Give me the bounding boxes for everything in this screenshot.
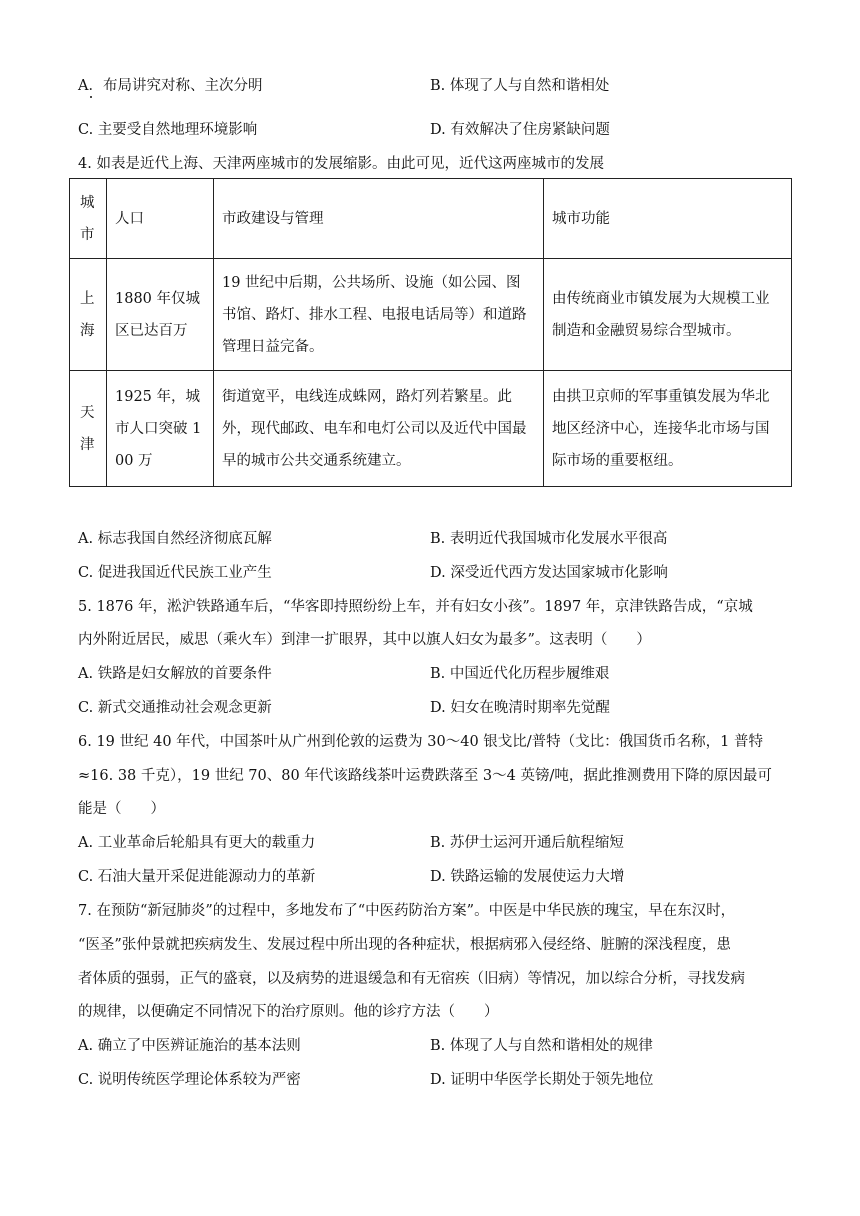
cell-function: 由传统商业市镇发展为大规模工业制造和金融贸易综合型城市。 (544, 259, 792, 371)
q7-option-c[interactable]: C. 说明传统医学理论体系较为严密 (78, 1072, 301, 1088)
q7-option-a[interactable]: A. 确立了中医辨证施治的基本法则 (78, 1038, 301, 1054)
cell-population: 1880 年仅城区已达百万 (107, 259, 214, 371)
q6-option-a[interactable]: A. 工业革命后轮船具有更大的载重力 (78, 835, 316, 851)
q7-stem-line-2: “医圣”张仲景就把疾病发生、发展过程中所出现的各种症状，根据病邪入侵经络、脏腑的深浅程度，患 (78, 937, 731, 953)
q6-options-row-2 (78, 865, 778, 887)
q3-options-row-1 (78, 74, 778, 96)
q5-option-a[interactable]: A. 铁路是妇女解放的首要条件 (78, 666, 272, 682)
q5-option-d[interactable]: D. 妇女在晚清时期率先觉醒 (430, 700, 610, 716)
header-city: 城市 (70, 179, 107, 259)
q7-stem-line-1: 7. 在预防“新冠肺炎”的过程中，多地发布了“中医药防治方案”。中医是中华民族的瑰宝，早在东汉时， (78, 903, 736, 919)
table-row (70, 371, 792, 487)
q5-stem-line-1: 5. 1876 年，淞沪铁路通车后，“华客即持照纷纷上车，并有妇女小孩”。1897 年，京津铁路告成，“京城 (78, 599, 753, 615)
cell-municipal: 19 世纪中后期，公共场所、设施（如公园、图书馆、路灯、排水工程、电报电话局等）和道路管理日益完备。 (214, 259, 544, 371)
q4-option-a[interactable]: A. 标志我国自然经济彻底瓦解 (78, 531, 272, 547)
header-population: 人口 (107, 179, 214, 259)
q6-stem-line-2: ≈16. 38 千克），19 世纪 70、80 年代该路线茶叶运费跌落至 3～4 英镑/吨，据此推测费用下降的原因最可 (78, 768, 772, 784)
cell-city: 天津 (70, 371, 107, 487)
q6-option-b[interactable]: B. 苏伊士运河开通后航程缩短 (430, 835, 624, 851)
q7-option-d[interactable]: D. 证明中华医学长期处于领先地位 (430, 1072, 654, 1088)
q5-options-row-1 (78, 662, 778, 684)
cell-population: 1925 年，城市人口突破 100 万 (107, 371, 214, 487)
q7-options-row-1 (78, 1034, 778, 1056)
header-function: 城市功能 (544, 179, 792, 259)
q5-options-row-2 (78, 696, 778, 718)
q5-stem-line-2: 内外附近居民，威思（乘火车）到津一扩眼界，其中以旗人妇女为最多”。这表明（ ） (78, 632, 651, 648)
q4-stem: 4. 如表是近代上海、天津两座城市的发展缩影。由此可见，近代这两座城市的发展 (78, 156, 604, 172)
q6-stem-line-3: 能是（ ） (78, 801, 165, 817)
q7-options-row-2 (78, 1068, 778, 1090)
q6-options-row-1 (78, 831, 778, 853)
q6-option-c[interactable]: C. 石油大量开采促进能源动力的革新 (78, 869, 316, 885)
table-header-row (70, 179, 792, 259)
q4-options-row-1 (78, 527, 778, 549)
q3-option-c[interactable]: C. 主要受自然地理环境影响 (78, 122, 258, 138)
q4-options-row-2 (78, 561, 778, 583)
q3-option-b[interactable]: B. 体现了人与自然和谐相处 (430, 78, 610, 94)
q7-stem-line-3: 者体质的强弱，正气的盛衰，以及病势的进退缓急和有无宿疾（旧病）等情况，加以综合分析，寻找发病 (78, 971, 745, 987)
q4-option-c[interactable]: C. 促进我国近代民族工业产生 (78, 565, 272, 581)
city-comparison-table (69, 178, 792, 487)
q7-option-b[interactable]: B. 体现了人与自然和谐相处的规律 (430, 1038, 653, 1054)
emphasis-dot (90, 96, 92, 98)
q6-stem-line-1: 6. 19 世纪 40 年代，中国茶叶从广州到伦敦的运费为 30～40 银戈比/普特（戈比：俄国货币名称，1 普特 (78, 734, 764, 750)
cell-municipal: 街道宽平，电线连成蛛网，路灯列若繁星。此外，现代邮政、电车和电灯公司以及近代中国最早的城市公共交通系统建立。 (214, 371, 544, 487)
q3-option-d[interactable]: D. 有效解决了住房紧缺问题 (430, 122, 610, 138)
q5-option-b[interactable]: B. 中国近代化历程步履维艰 (430, 666, 610, 682)
q4-option-d[interactable]: D. 深受近代西方发达国家城市化影响 (430, 565, 668, 581)
header-municipal: 市政建设与管理 (214, 179, 544, 259)
q3-options-row-2 (78, 118, 778, 140)
q3-option-a[interactable]: A．布局讲究对称、主次分明 (78, 78, 263, 94)
cell-city: 上海 (70, 259, 107, 371)
q6-option-d[interactable]: D. 铁路运输的发展使运力大增 (430, 869, 625, 885)
q4-option-b[interactable]: B. 表明近代我国城市化发展水平很高 (430, 531, 668, 547)
q7-stem-line-4: 的规律，以便确定不同情况下的治疗原则。他的诊疗方法（ ） (78, 1004, 499, 1020)
cell-function: 由拱卫京师的军事重镇发展为华北地区经济中心，连接华北市场与国际市场的重要枢纽。 (544, 371, 792, 487)
table-row (70, 259, 792, 371)
q5-option-c[interactable]: C. 新式交通推动社会观念更新 (78, 700, 272, 716)
